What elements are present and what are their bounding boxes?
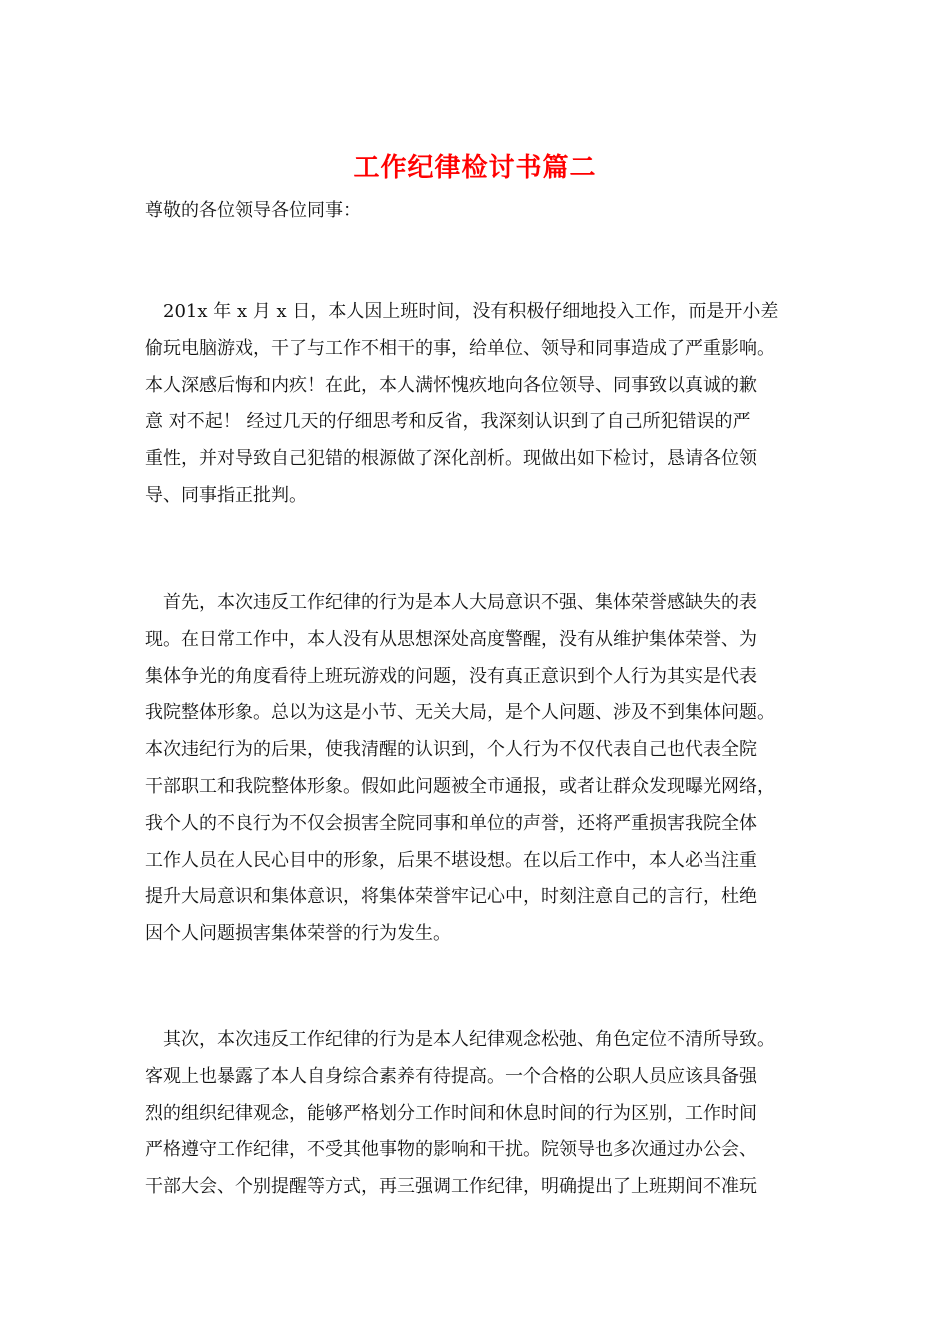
salutation: 尊敬的各位领导各位同事： <box>145 200 361 221</box>
paragraph-line: 客观上也暴露了本人自身综合素养有待提高。一个合格的公职人员应该具备强 <box>145 1065 757 1087</box>
paragraph-line: 工作人员在人民心目中的形象，后果不堪设想。在以后工作中，本人必当注重 <box>145 849 757 871</box>
paragraph-line: 现。在日常工作中，本人没有从思想深处高度警醒，没有从维护集体荣誉、为 <box>145 628 757 650</box>
paragraph-line: 导、同事指正批判。 <box>145 484 307 506</box>
paragraph-3 <box>145 1022 815 1206</box>
paragraph-line: 集体争光的角度看待上班玩游戏的问题，没有真正意识到个人行为其实是代表 <box>145 665 757 687</box>
document-title: 工作纪律检讨书篇二 <box>353 153 597 183</box>
paragraph-line: 意 对不起！ 经过几天的仔细思考和反省，我深刻认识到了自己所犯错误的严 <box>145 411 751 433</box>
paragraph-line: 偷玩电脑游戏，干了与工作不相干的事，给单位、领导和同事造成了严重影响。 <box>145 337 775 359</box>
paragraph-line: 烈的组织纪律观念，能够严格划分工作时间和休息时间的行为区别，工作时间 <box>145 1102 757 1124</box>
paragraph-line: 严格遵守工作纪律，不受其他事物的影响和干扰。院领导也多次通过办公会、 <box>145 1139 757 1161</box>
paragraph-line: 干部大会、个别提醒等方式，再三强调工作纪律，明确提出了上班期间不准玩 <box>145 1176 757 1198</box>
paragraph-line: 重性，并对导致自己犯错的根源做了深化剖析。现做出如下检讨，恳请各位领 <box>145 448 757 470</box>
paragraph-1 <box>145 294 815 515</box>
paragraph-line: 我个人的不良行为不仅会损害全院同事和单位的声誉，还将严重损害我院全体 <box>145 812 757 834</box>
paragraph-2 <box>145 585 815 953</box>
paragraph-line: 其次，本次违反工作纪律的行为是本人纪律观念松弛、角色定位不清所导致。 <box>163 1029 775 1050</box>
paragraph-line: 201x 年 x 月 x 日，本人因上班时间，没有积极仔细地投入工作，而是开小差 <box>163 301 779 322</box>
paragraph-line: 提升大局意识和集体意识，将集体荣誉牢记心中，时刻注意自己的言行，杜绝 <box>145 886 757 908</box>
paragraph-line: 本人深感后悔和内疚！在此，本人满怀愧疚地向各位领导、同事致以真诚的歉 <box>145 374 757 396</box>
paragraph-line: 因个人问题损害集体荣誉的行为发生。 <box>145 923 451 945</box>
paragraph-line: 首先，本次违反工作纪律的行为是本人大局意识不强、集体荣誉感缺失的表 <box>163 592 757 613</box>
paragraph-line: 干部职工和我院整体形象。假如此问题被全市通报，或者让群众发现曝光网络， <box>145 775 775 797</box>
paragraph-line: 本次违纪行为的后果，使我清醒的认识到，个人行为不仅代表自己也代表全院 <box>145 739 757 761</box>
paragraph-line: 我院整体形象。总以为这是小节、无关大局，是个人问题、涉及不到集体问题。 <box>145 702 775 724</box>
